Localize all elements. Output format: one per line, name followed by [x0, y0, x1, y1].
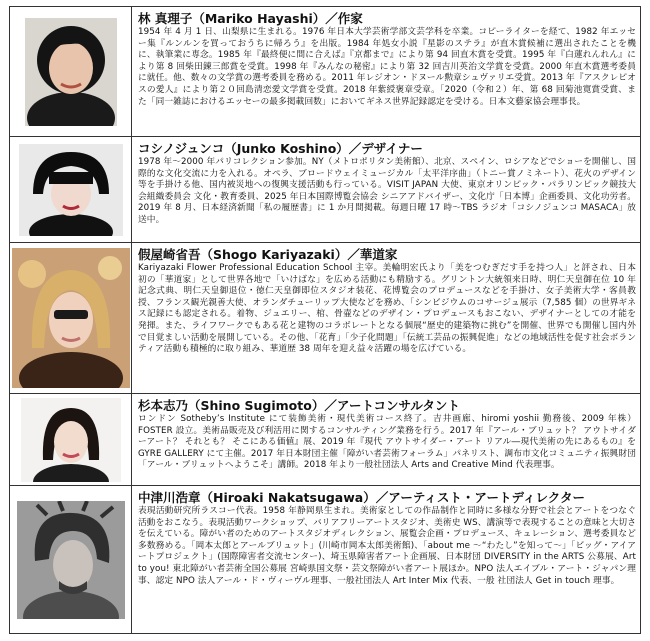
profile-name: コシノジュンコ（Junko Koshino）／デザイナー — [138, 141, 423, 156]
photo-cell — [10, 394, 132, 485]
photo-cell — [10, 243, 132, 393]
profile-bio: 1978 年～2000 年パリコレクション参加。NY（メトロポリタン美術館）、北京、スペイン、ロシアなどでショーを開催し、国際的な文化交流に力を入れる。オペラ、ブロードウェイミュージカル「太平洋序曲」（トニー賞ノミネート）、花火のデザイン等を手掛ける他、国内被災地への復興支援活動も行っている。VISIT JAPAN 大使、東京オリンピック・パラリンピック競技大会組織委員会 文化・教育委員、2025 年日本国際博覧会協会 シニアアドバイザー、文化庁「日本博」企画委員、文化功労者。2019 年 8 月、日本経済新聞「私の履歴書」に 1 か月間掲載。毎週日曜 17 時～TBS ラジオ「コシノジュンコ MASACA」放送中。 — [138, 157, 636, 225]
profile-text — [138, 398, 636, 472]
portrait-junko-koshino — [19, 144, 123, 236]
profile-row-koshino — [9, 137, 641, 243]
profile-bio: 1954 年 4 月 1 日、山梨県に生まれる。1976 年日本大学芸術学部文芸学科を卒業。コピーライターを経て、1982 年エッセー集『ルンルンを買っておうちに帰ろう』を出版。1984 年処女小説『星影のステラ』が直木賞候補に選出されたことを機に、執筆業に専念。1985 年『最終便に間に合えば』『京都まで』により第 94 回直木賞を受賞。1995 年『白蓮れんれん』により第 8 回柴田錬三郎賞を受賞。1998 年『みんなの秘密』により第 32 回吉川英治文学賞を受賞。2000 年直木賞選考委員に就任。他、数々の文学賞の選考委員を務める。2011 年レジオン・ドヌール勲章シュヴァリエ受賞。2013 年『アスクレピオスの愛人』により第２０回島清恋愛文学賞を受賞。2018 年紫綬褒章受章。「2020（令和２）年、第 68 回菊池寛賞受賞、また「同一雑誌におけるエッセーの最多掲載回数」においてギネス世界記録認定を受ける。日本文藝家協会理事長。 — [138, 27, 636, 107]
profile-row-hayashi — [9, 6, 641, 137]
portrait-hiroaki-nakatsugawa — [17, 501, 125, 619]
profile-row-sugimoto — [9, 394, 641, 486]
profile-name: 杉本志乃（Shino Sugimoto）／アートコンサルタント — [138, 398, 460, 413]
photo-cell — [10, 7, 132, 136]
profile-name: 中津川浩章（Hiroaki Nakatsugawa）／アーティスト・アートディレクター — [138, 490, 585, 505]
profile-text — [138, 141, 636, 227]
profile-row-kariyazaki — [9, 243, 641, 394]
profile-text — [138, 490, 636, 587]
photo-cell — [10, 137, 132, 242]
profile-text — [138, 11, 636, 108]
photo-cell — [10, 486, 132, 633]
profile-bio: ロンドン Sotheby’s Institute にて装飾美術・現代美術コース終了。吉井画廊、hiromi yoshii 勤務後、2009 年株）FOSTER 設立。美術品販売及び利活用に関するコンサルティング業務を行う。2017 年『アール・ブリュット？ アウトサイダーアート？ それとも？ そこにある価値』展、2019 年『現代 アウトサイダー・アート リアル―現代美術の先にあるもの』を GYRE GALLERY にて主催。2017 年日本財団主催「障がい者芸術フォーラム」パネリスト、調布市文化コミュニティ振興財団「アール・ブリュットへようこそ」講師。2018 年より一般社団法人 Arts and Creative Mind 代表理事。 — [138, 414, 636, 471]
profile-bio: 表現活動研究所ラスコー代表。1958 年静岡県生まれ。美術家としての作品制作と同時に多様な分野で社会とアートをつなぐ活動をおこなう。表現活動ワークショップ、バリアフリーアートスタジオ、美術史 WS、講演等で表現することの意味と大切さを伝えている。障がい者のためのアートスタジオディレクション、展覧会企画・プロデュース、キュレーション、選考委員など多数務める。「岡本太郎とアールブリュット」(川崎市岡本太郎美術館)、「about me ～“わたし”を知って～」「ビッグ・アイアートプロジェクト」(国際障害者交流センター)、埼玉県障害者アート企画展、日本財団 DIVERSITY in the ARTS 公募展、Art to you! 東北障がい者芸術全国公募展 宮崎県国文祭・芸文祭障がい者アート展ほか。NPO 法人エイブル・アート・ジャパン理事、認定 NPO 法人アール・ド・ヴィーヴル理事、一般社団法人 Art Inter Mix 代表、一般 社団法人 Get in touch 理事。 — [138, 506, 636, 586]
profile-bio: Kariyazaki Flower Professional Education School 主宰。美輪明宏氏より「美をつむぎだす手を持つ人」と評され、日本初の「華道家」として世界各地で「いけばな」を広める活動にも精励する。グリントン大統領来日時、明仁天皇御在位 10 年記念式典、明仁天皇御退位・徳仁天皇御即位スタジオ装花、花博覧会のプロデュースなどを手掛け、女子美術大学・客員教授、フランス観光親善大使、オランダチューリップ大使などを務め、「シンビジウムのコサージュ展示（7,585 個）の世界ギネス記録にも認定される。着物、ジュエリー、棺、骨壷などのデザイン・プロデュースもおこない、デザイナーとしての才能を発揮。また、ライフワークでもある花と建物のコラボレートとなる個展“歴史的建築物に挑む”を開催、世界でも開催し国内外で目覚ましい活動を展開している。その他、「花育」「少子化問題」「伝統工芸品の振興促進」などの地域活性を促す社会ボランティア活動も積極的に取り組み、華道歴 38 周年を迎え益々活躍の場を広げている。 — [138, 263, 636, 355]
portrait-shogo-kariyazaki — [12, 248, 130, 388]
portrait-shino-sugimoto — [21, 398, 121, 482]
profile-row-nakatsugawa — [9, 486, 641, 634]
profile-text — [138, 247, 636, 356]
profile-name: 林 真理子（Mariko Hayashi）／作家 — [138, 11, 363, 26]
profile-name: 假屋崎省吾（Shogo Kariyazaki）／華道家 — [138, 247, 398, 262]
portrait-mariko-hayashi — [25, 18, 117, 126]
